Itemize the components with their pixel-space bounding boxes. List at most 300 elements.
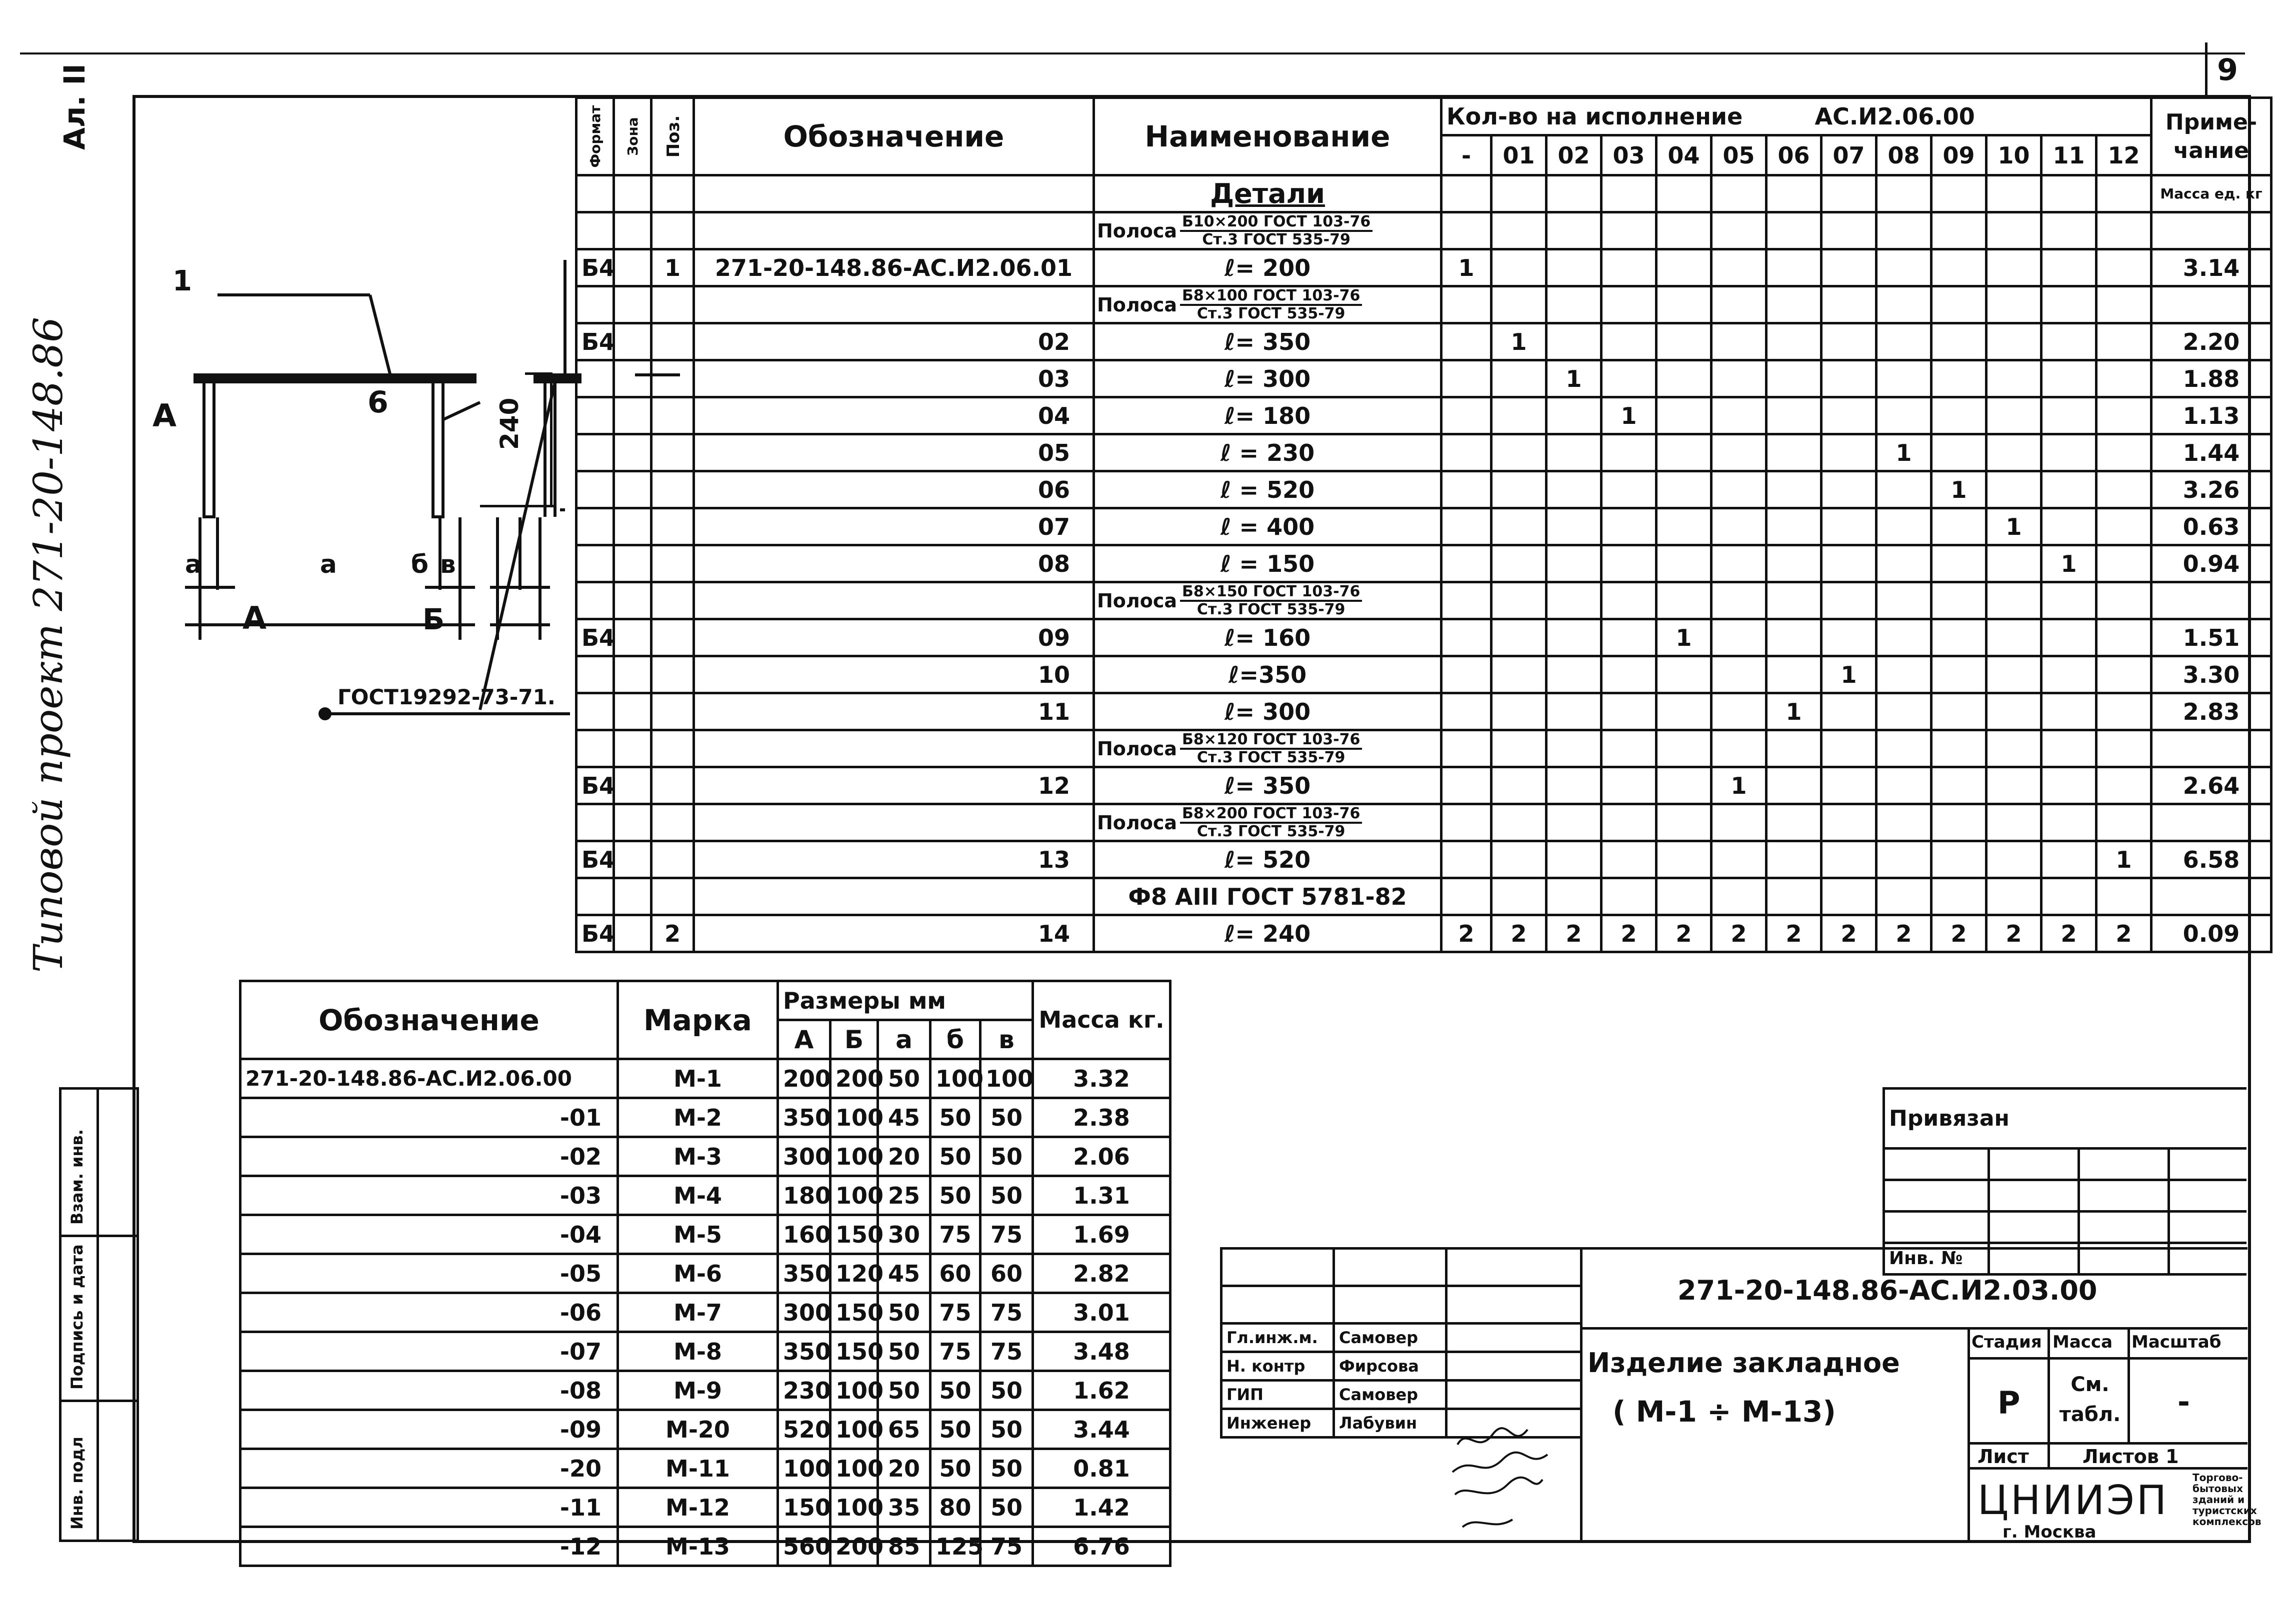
- row-qty: [1546, 619, 1602, 656]
- row-qty: [1602, 545, 1656, 582]
- row-mass: 6.58: [2152, 841, 2272, 878]
- row-qty: [1602, 730, 1656, 767]
- row-pos: [652, 286, 694, 323]
- row-qty: [1986, 730, 2042, 767]
- mark-designation: -07: [240, 1332, 618, 1371]
- title-block: [1580, 1247, 2262, 1542]
- row-qty: [1492, 286, 1546, 323]
- stage-value: Р: [1998, 1385, 2020, 1421]
- row-qty: [1766, 545, 1822, 582]
- row-mass: 1.51: [2152, 619, 2272, 656]
- row-qty: [1442, 656, 1492, 693]
- row-qty: [1876, 286, 1932, 323]
- row-name: ℓ=350: [1094, 656, 1442, 693]
- row-qty: [1442, 841, 1492, 878]
- row-designation: [694, 286, 1094, 323]
- marks-row: [240, 1098, 1170, 1137]
- mark-b: 50: [930, 1371, 980, 1410]
- mark-mass: 1.69: [1033, 1215, 1170, 1254]
- row-mass: [2152, 286, 2272, 323]
- row-qty: [1766, 434, 1822, 471]
- row-qty: [1712, 212, 1766, 249]
- row-qty: [1822, 397, 1876, 434]
- approval-role: Н. контр: [1222, 1352, 1334, 1381]
- row-format: [576, 286, 614, 323]
- spec-row: [576, 471, 2272, 508]
- marks-col-mass: Масса кг.: [1033, 981, 1170, 1059]
- approval-role: Гл.инж.м.: [1222, 1324, 1334, 1352]
- mark-A: 180: [778, 1176, 830, 1215]
- spec-row: [576, 508, 2272, 545]
- row-pos: [652, 582, 694, 619]
- row-qty: [1766, 767, 1822, 804]
- row-qty: [1822, 841, 1876, 878]
- section-title: Детали: [1094, 175, 1442, 212]
- strip-prefix: Полоса: [1097, 589, 1178, 612]
- row-qty: [1602, 693, 1656, 730]
- row-name: ℓ= 240: [1094, 915, 1442, 952]
- row-qty: [1822, 434, 1876, 471]
- mark-b: 60: [930, 1254, 980, 1293]
- row-format: [576, 545, 614, 582]
- row-qty: [1656, 841, 1712, 878]
- row-qty: [1712, 656, 1766, 693]
- row-pos: [652, 545, 694, 582]
- row-qty: [2096, 582, 2152, 619]
- row-qty: [1546, 249, 1602, 286]
- row-qty: [1602, 582, 1656, 619]
- mark-mass: 0.81: [1033, 1449, 1170, 1488]
- sketch-pos1: 1: [172, 265, 192, 297]
- row-format: [576, 471, 614, 508]
- row-qty: [1656, 730, 1712, 767]
- qty-col-8: 08: [1876, 135, 1932, 175]
- row-qty: [2096, 397, 2152, 434]
- row-designation: 06: [694, 471, 1094, 508]
- sketch-dim-a2: a: [320, 550, 337, 579]
- row-qty: [1986, 804, 2042, 841]
- row-qty: [1822, 212, 1876, 249]
- row-qty: 2: [1656, 915, 1712, 952]
- row-strip: [1094, 286, 1442, 323]
- row-qty: [1932, 767, 1986, 804]
- strip-top: Б8×100 ГОСТ 103-76: [1180, 288, 1362, 306]
- mark-b: 80: [930, 1488, 980, 1527]
- mark-B: 100: [830, 1371, 878, 1410]
- row-qty: [1602, 767, 1656, 804]
- row-qty: [2096, 767, 2152, 804]
- mark-B: 150: [830, 1215, 878, 1254]
- row-qty: [1602, 249, 1656, 286]
- mark-A: 300: [778, 1293, 830, 1332]
- binding-title: Привязан: [1884, 1089, 2246, 1149]
- mark-B: 200: [830, 1527, 878, 1566]
- spec-row: [576, 878, 2272, 915]
- mark-designation: -20: [240, 1449, 618, 1488]
- qty-col-9: 09: [1932, 135, 1986, 175]
- row-qty: [1442, 545, 1492, 582]
- signatures: [1448, 1425, 1578, 1540]
- row-qty: [1766, 582, 1822, 619]
- row-qty: [1602, 508, 1656, 545]
- mark-name: М-7: [618, 1293, 778, 1332]
- spec-row: [576, 730, 2272, 767]
- row-designation: [694, 878, 1094, 915]
- row-qty: [1602, 619, 1656, 656]
- qty-col-3: 03: [1602, 135, 1656, 175]
- col-zone: Зона: [624, 117, 641, 156]
- row-qty: [2042, 471, 2096, 508]
- row-qty: [1932, 360, 1986, 397]
- row-qty: [1932, 693, 1986, 730]
- project-label: Типовой проект 271-20-148.86: [25, 316, 72, 973]
- row-format: [576, 730, 614, 767]
- row-mass: [2152, 730, 2272, 767]
- row-qty: [1932, 841, 1986, 878]
- row-qty: [1602, 360, 1656, 397]
- marks-table: [239, 980, 1172, 1567]
- row-pos: [652, 434, 694, 471]
- row-name: ℓ= 200: [1094, 249, 1442, 286]
- row-qty: [1766, 730, 1822, 767]
- mark-A: 160: [778, 1215, 830, 1254]
- mark-a: 85: [878, 1527, 930, 1566]
- row-qty: [2096, 508, 2152, 545]
- mark-v: 75: [980, 1293, 1033, 1332]
- row-qty: [1546, 545, 1602, 582]
- mark-name: М-3: [618, 1137, 778, 1176]
- mark-name: М-9: [618, 1371, 778, 1410]
- row-qty: [2042, 619, 2096, 656]
- row-qty: [1822, 323, 1876, 360]
- mass-header: Масса: [2052, 1332, 2113, 1352]
- marks-size-col-2: а: [878, 1020, 930, 1059]
- row-qty: [1602, 323, 1656, 360]
- qty-col-5: 05: [1712, 135, 1766, 175]
- mark-mass: 2.38: [1033, 1098, 1170, 1137]
- row-qty: [1766, 286, 1822, 323]
- row-strip: [1094, 212, 1442, 249]
- mark-v: 100: [980, 1059, 1033, 1098]
- sketch-dim-b: б: [411, 550, 428, 579]
- row-qty: [1656, 508, 1712, 545]
- row-qty: [1822, 545, 1876, 582]
- row-qty: [2096, 360, 2152, 397]
- row-qty: 2: [1442, 915, 1492, 952]
- marks-size-col-4: в: [980, 1020, 1033, 1059]
- approval-role: Инженер: [1222, 1409, 1334, 1438]
- row-qty: [1932, 545, 1986, 582]
- spec-row: [576, 434, 2272, 471]
- row-qty: [1932, 508, 1986, 545]
- mark-name: М-5: [618, 1215, 778, 1254]
- row-qty: [1876, 878, 1932, 915]
- row-qty: [1932, 582, 1986, 619]
- row-mass: 0.09: [2152, 915, 2272, 952]
- row-pos: [652, 360, 694, 397]
- row-qty: [1656, 249, 1712, 286]
- approval-name: Фирсова: [1334, 1352, 1446, 1381]
- spec-row: [576, 915, 2272, 952]
- row-qty: [1986, 767, 2042, 804]
- row-designation: 09: [694, 619, 1094, 656]
- approvals-table: [1220, 1247, 1582, 1439]
- qty-col-4: 04: [1656, 135, 1712, 175]
- row-qty: [2042, 693, 2096, 730]
- row-designation: [694, 212, 1094, 249]
- row-qty: [1822, 619, 1876, 656]
- row-designation: 13: [694, 841, 1094, 878]
- mark-b: 75: [930, 1293, 980, 1332]
- row-qty: [1766, 508, 1822, 545]
- strip-prefix: Полоса: [1097, 219, 1178, 242]
- mark-b: 50: [930, 1410, 980, 1449]
- row-qty: [2096, 249, 2152, 286]
- row-qty: [1986, 841, 2042, 878]
- marks-row: [240, 1371, 1170, 1410]
- row-qty: [1656, 212, 1712, 249]
- mark-v: 75: [980, 1527, 1033, 1566]
- row-format: [576, 397, 614, 434]
- row-qty: [2042, 878, 2096, 915]
- album-label: Ал. II: [58, 63, 92, 150]
- mark-name: М-11: [618, 1449, 778, 1488]
- row-qty: [1876, 693, 1932, 730]
- mark-b: 125: [930, 1527, 980, 1566]
- qty-col-0: -: [1442, 135, 1492, 175]
- row-qty: [1492, 804, 1546, 841]
- row-format: [576, 582, 614, 619]
- row-qty: [1546, 286, 1602, 323]
- row-format: Б4: [576, 249, 614, 286]
- row-qty: [2096, 878, 2152, 915]
- row-designation: 08: [694, 545, 1094, 582]
- row-designation: [694, 804, 1094, 841]
- row-qty: [1712, 730, 1766, 767]
- row-qty: [1986, 656, 2042, 693]
- marks-size-col-1: Б: [830, 1020, 878, 1059]
- row-qty: [1932, 323, 1986, 360]
- row-qty: [1822, 360, 1876, 397]
- mark-A: 150: [778, 1488, 830, 1527]
- row-qty: [1766, 471, 1822, 508]
- mark-A: 350: [778, 1254, 830, 1293]
- org-desc: Торгово-бытовых зданий и туристских комплексов: [2192, 1472, 2262, 1528]
- row-qty: [1656, 804, 1712, 841]
- row-qty: [1876, 212, 1932, 249]
- mark-v: 50: [980, 1410, 1033, 1449]
- row-format: Б4: [576, 767, 614, 804]
- row-qty: [1442, 397, 1492, 434]
- row-pos: [652, 656, 694, 693]
- col-name: Наименование: [1094, 98, 1442, 175]
- row-format: Б4: [576, 841, 614, 878]
- row-mass: 0.63: [2152, 508, 2272, 545]
- row-qty: [1656, 767, 1712, 804]
- row-qty: [1876, 545, 1932, 582]
- mark-b: 50: [930, 1098, 980, 1137]
- row-qty: [1602, 471, 1656, 508]
- row-qty: [2042, 397, 2096, 434]
- row-qty: [1442, 434, 1492, 471]
- row-qty: [1656, 471, 1712, 508]
- spec-row: [576, 545, 2272, 582]
- row-qty: [2096, 212, 2152, 249]
- row-qty: [2042, 656, 2096, 693]
- sheet-number-box: [2205, 42, 2248, 97]
- row-mass: [2152, 878, 2272, 915]
- row-name: ℓ= 180: [1094, 397, 1442, 434]
- row-qty: 1: [1442, 249, 1492, 286]
- row-qty: [1492, 249, 1546, 286]
- note-mass: Масса ед. кг: [2152, 175, 2272, 212]
- mark-B: 120: [830, 1254, 878, 1293]
- row-qty: 1: [1546, 360, 1602, 397]
- row-qty: [1546, 471, 1602, 508]
- mark-a: 20: [878, 1449, 930, 1488]
- row-qty: 2: [1986, 915, 2042, 952]
- row-qty: [1712, 360, 1766, 397]
- row-qty: [1766, 249, 1822, 286]
- row-qty: [1876, 841, 1932, 878]
- row-qty: [1986, 323, 2042, 360]
- mark-b: 100: [930, 1059, 980, 1098]
- row-qty: [1546, 693, 1602, 730]
- marks-row: [240, 1488, 1170, 1527]
- row-qty: [1656, 323, 1712, 360]
- row-qty: [1656, 693, 1712, 730]
- spec-row: [576, 286, 2272, 323]
- approval-name: Лабувин: [1334, 1409, 1446, 1438]
- row-qty: [1932, 878, 1986, 915]
- row-mass: 2.20: [2152, 323, 2272, 360]
- row-qty: [1712, 878, 1766, 915]
- row-qty: [1986, 878, 2042, 915]
- row-pos: [652, 471, 694, 508]
- mark-B: 100: [830, 1449, 878, 1488]
- marks-row: [240, 1527, 1170, 1566]
- row-qty: [1986, 212, 2042, 249]
- row-qty: 1: [1602, 397, 1656, 434]
- strip-top: Б10×200 ГОСТ 103-76: [1180, 214, 1372, 232]
- sidebar-podpis: Подпись и дата: [68, 1244, 86, 1390]
- spec-row: [576, 323, 2272, 360]
- qty-col-1: 01: [1492, 135, 1546, 175]
- qty-col-11: 11: [2042, 135, 2096, 175]
- row-qty: [1766, 656, 1822, 693]
- scale-header: Масштаб: [2132, 1332, 2222, 1352]
- strip-prefix: Полоса: [1097, 293, 1178, 316]
- row-qty: [1712, 508, 1766, 545]
- strip-prefix: Полоса: [1097, 737, 1178, 760]
- row-qty: [1656, 286, 1712, 323]
- row-qty: [1492, 508, 1546, 545]
- row-strip: [1094, 730, 1442, 767]
- row-name: ℓ= 160: [1094, 619, 1442, 656]
- row-qty: [2096, 730, 2152, 767]
- mark-mass: 1.62: [1033, 1371, 1170, 1410]
- mark-B: 150: [830, 1332, 878, 1371]
- row-qty: [1492, 212, 1546, 249]
- row-qty: [1766, 212, 1822, 249]
- approval-name: Самовер: [1334, 1324, 1446, 1352]
- row-qty: [1766, 360, 1822, 397]
- sketch-pos6: 6: [368, 385, 388, 420]
- row-qty: 2: [1712, 915, 1766, 952]
- row-qty: 2: [1492, 915, 1546, 952]
- spec-row: [576, 212, 2272, 249]
- mark-designation: -06: [240, 1293, 618, 1332]
- doc-name-2: ( М-1 ÷ М-13): [1612, 1395, 1836, 1429]
- sketch-height-tick-top: [525, 372, 552, 375]
- mark-v: 50: [980, 1371, 1033, 1410]
- row-qty: [1546, 582, 1602, 619]
- row-qty: [1492, 841, 1546, 878]
- row-qty: [1442, 693, 1492, 730]
- sketch-section-A: A: [152, 397, 176, 434]
- row-qty: [1712, 249, 1766, 286]
- row-qty: [2096, 693, 2152, 730]
- row-qty: [2042, 841, 2096, 878]
- mark-A: 520: [778, 1410, 830, 1449]
- row-qty: [1602, 656, 1656, 693]
- row-qty: [1822, 804, 1876, 841]
- row-qty: [2042, 286, 2096, 323]
- row-qty: [1986, 582, 2042, 619]
- row-qty: 1: [1932, 471, 1986, 508]
- row-qty: [1876, 323, 1932, 360]
- row-qty: 1: [1876, 434, 1932, 471]
- row-mass: [2152, 212, 2272, 249]
- mark-a: 25: [878, 1176, 930, 1215]
- row-qty: [1712, 545, 1766, 582]
- mark-mass: 3.01: [1033, 1293, 1170, 1332]
- row-qty: [1876, 508, 1932, 545]
- sketch-height-dim: 240: [495, 397, 524, 450]
- row-qty: [1656, 656, 1712, 693]
- mark-v: 75: [980, 1215, 1033, 1254]
- detail-sketch: [130, 260, 580, 740]
- row-designation: 03: [694, 360, 1094, 397]
- row-format: [576, 508, 614, 545]
- mark-A: 100: [778, 1449, 830, 1488]
- mark-B: 200: [830, 1059, 878, 1098]
- row-mass: 2.83: [2152, 693, 2272, 730]
- mark-B: 100: [830, 1137, 878, 1176]
- row-qty: [1442, 286, 1492, 323]
- row-qty: [2096, 804, 2152, 841]
- strip-top: Б8×200 ГОСТ 103-76: [1180, 806, 1362, 824]
- strip-bottom: Ст.3 ГОСТ 535-79: [1196, 822, 1346, 840]
- row-qty: [1712, 693, 1766, 730]
- col-note: Приме- чание: [2152, 98, 2272, 175]
- row-qty: [1442, 360, 1492, 397]
- row-qty: [1602, 212, 1656, 249]
- row-qty: [1492, 545, 1546, 582]
- sheet-number: 9: [2217, 52, 2238, 87]
- mark-mass: 6.76: [1033, 1527, 1170, 1566]
- row-qty: [1546, 323, 1602, 360]
- mark-a: 45: [878, 1254, 930, 1293]
- mark-mass: 1.31: [1033, 1176, 1170, 1215]
- row-qty: [1986, 360, 2042, 397]
- row-designation: 11: [694, 693, 1094, 730]
- qty-col-6: 06: [1766, 135, 1822, 175]
- row-qty: [1602, 841, 1656, 878]
- mark-a: 50: [878, 1293, 930, 1332]
- org-city: г. Москва: [2002, 1522, 2096, 1542]
- marks-row: [240, 1293, 1170, 1332]
